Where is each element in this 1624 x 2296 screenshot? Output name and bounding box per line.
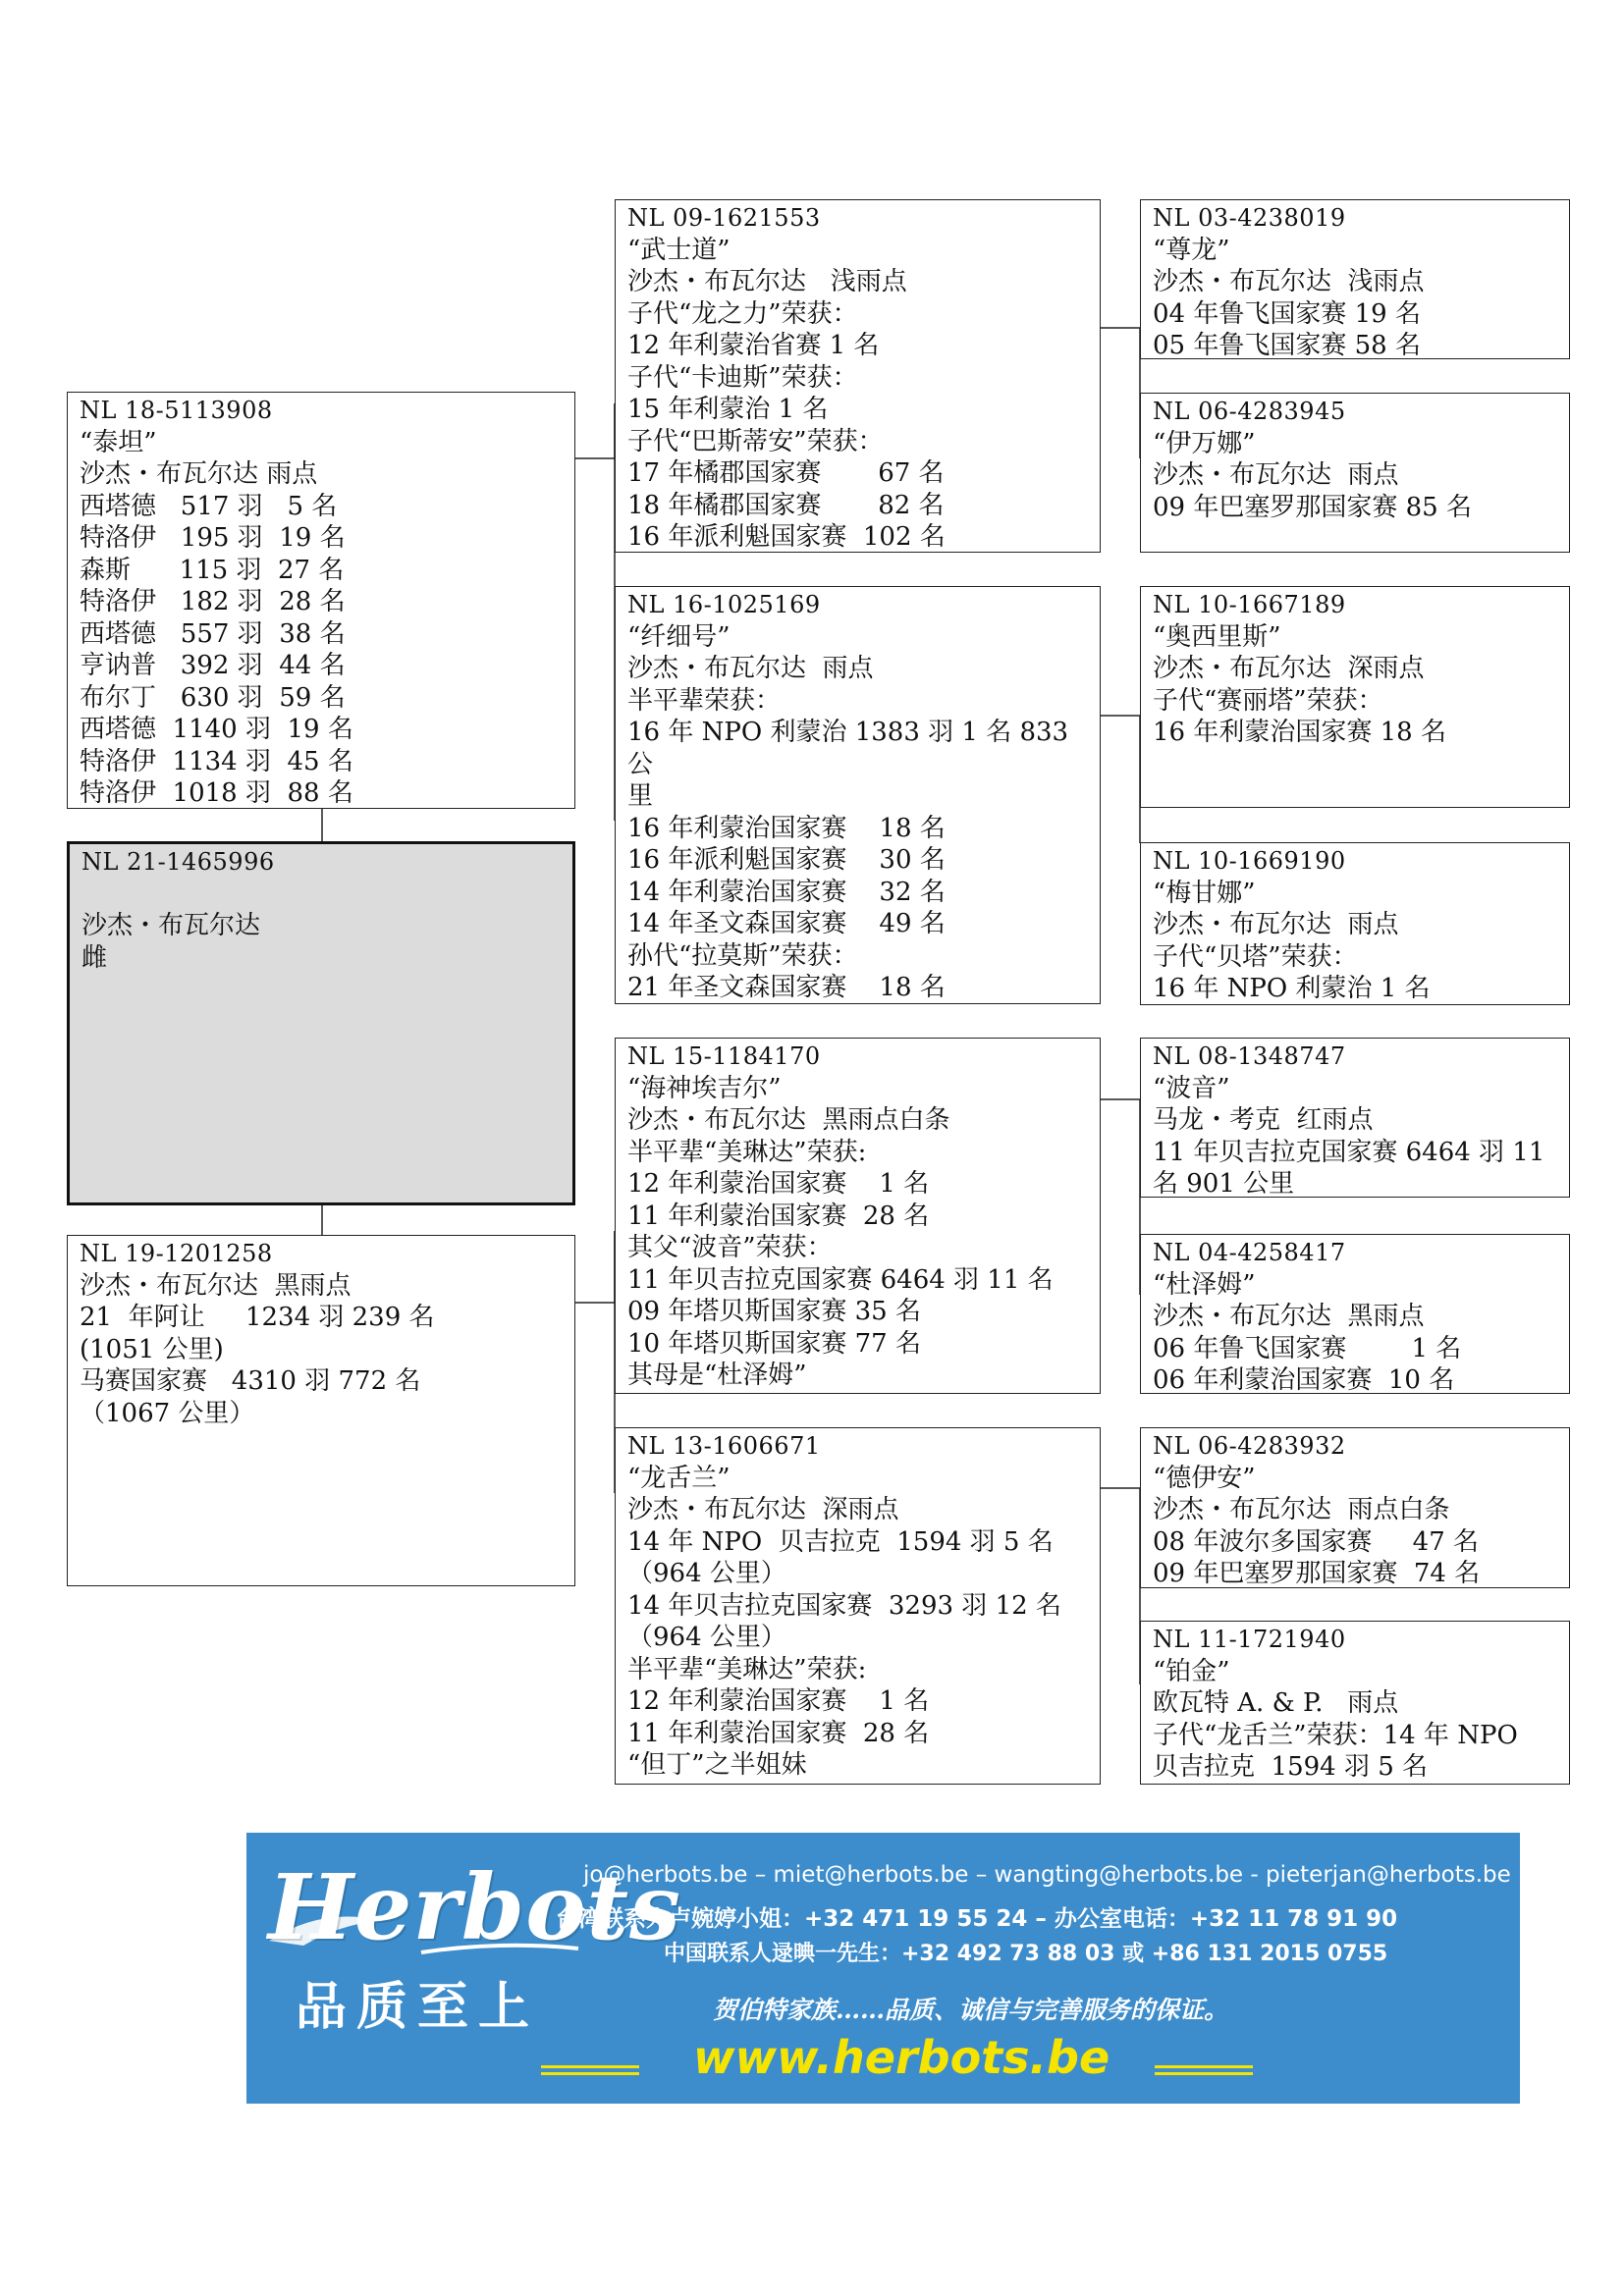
pedigree-line: 09 年塔贝斯国家赛 35 名 bbox=[627, 1297, 921, 1326]
pedigree-line: “铂金” bbox=[1153, 1656, 1230, 1686]
pedigree-line: 沙杰・布瓦尔达 雨点白条 bbox=[1153, 1495, 1450, 1524]
pedigree-line: 子代“巴斯蒂安”荣获： bbox=[627, 426, 884, 456]
pedigree-line: 沙杰・布瓦尔达 雨点 bbox=[1153, 460, 1399, 490]
ring-number: NL 13-1606671 bbox=[627, 1432, 821, 1460]
pedigree-line: 16 年 NPO 利蒙治 1 名 bbox=[1153, 974, 1431, 1003]
great-grandparent-box-2 bbox=[1140, 393, 1570, 553]
ring-number: NL 08-1348747 bbox=[1153, 1042, 1346, 1070]
pedigree-line: 08 年波尔多国家赛 47 名 bbox=[1153, 1526, 1480, 1557]
pedigree-line: “龙舌兰” bbox=[627, 1463, 731, 1493]
pedigree-line: 马赛国家赛 4310 羽 772 名 bbox=[80, 1366, 421, 1396]
taiwan-contact: 台湾联系人卢婉婷小姐：+32 471 19 55 24 – 办公室电话：+32 11 78 91 90 bbox=[556, 1906, 1398, 1932]
pedigree-line: 沙杰・布瓦尔达 雨点 bbox=[627, 654, 874, 683]
pedigree-line: 沙杰・布瓦尔达 黑雨点白条 bbox=[627, 1105, 950, 1135]
ring-number: NL 16-1025169 bbox=[627, 591, 821, 618]
pedigree-line: 子代“卡迪斯”荣获： bbox=[627, 362, 858, 393]
pedigree-line: 12 年利蒙治省赛 1 名 bbox=[627, 331, 880, 360]
herbots-banner bbox=[246, 1833, 1520, 2104]
great-grandparent-box-3 bbox=[1140, 586, 1570, 808]
ring-number: NL 21-1465996 bbox=[81, 848, 275, 876]
pedigree-line: “武士道” bbox=[627, 235, 731, 265]
pedigree-line: 16 年 NPO 利蒙治 1383 羽 1 名 833 公 bbox=[627, 718, 1077, 779]
pedigree-line: 11 年贝吉拉克国家赛 6464 羽 11 名 bbox=[627, 1264, 1054, 1295]
pedigree-line: 沙杰・布瓦尔达 深雨点 bbox=[627, 1495, 899, 1524]
pedigree-line: 11 年利蒙治国家赛 28 名 bbox=[627, 1201, 930, 1231]
pedigree-line: 马龙・考克 红雨点 bbox=[1153, 1105, 1374, 1135]
divider-right bbox=[1155, 2065, 1253, 2068]
great-grandparent-box-1 bbox=[1140, 199, 1570, 359]
pedigree-line: 04 年鲁飞国家赛 19 名 bbox=[1153, 298, 1421, 329]
pedigree-line: “波音” bbox=[1153, 1073, 1230, 1103]
divider-left bbox=[541, 2065, 639, 2068]
pedigree-line: “纤细号” bbox=[627, 621, 731, 652]
pedigree-line: 16 年派利魁国家赛 102 名 bbox=[627, 522, 946, 552]
pedigree-line: 14 年贝吉拉克国家赛 3293 羽 12 名 bbox=[627, 1590, 1061, 1621]
slogan: 品质至上 bbox=[296, 1978, 540, 2037]
pedigree-line: 欧瓦特 A. & P. 雨点 bbox=[1153, 1688, 1399, 1718]
pedigree-line: 沙杰・布瓦尔达 黑雨点 bbox=[80, 1270, 352, 1301]
pedigree-line: 沙杰・布瓦尔达 浅雨点 bbox=[1153, 267, 1425, 296]
pedigree-line: 沙杰・布瓦尔达 浅雨点 bbox=[627, 267, 907, 296]
contact-emails[interactable]: jo@herbots.be – miet@herbots.be – wangting@herbots.be - pieterjan@herbots.be bbox=[583, 1862, 1511, 1888]
pedigree-line: 16 年派利魁国家赛 30 名 bbox=[627, 845, 946, 875]
pedigree-line: 森斯 115 羽 27 名 bbox=[80, 555, 345, 585]
pedigree-line: 亨讷普 392 羽 44 名 bbox=[80, 651, 346, 680]
great-grandparent-box-7 bbox=[1140, 1427, 1570, 1588]
pedigree-line: 孙代“拉莫斯”荣获： bbox=[627, 940, 858, 971]
great-grandparent-box-8 bbox=[1140, 1621, 1570, 1785]
ring-number: NL 06-4283945 bbox=[1153, 398, 1346, 425]
grandparent-box-1 bbox=[615, 199, 1101, 553]
ring-number: NL 18-5113908 bbox=[80, 397, 273, 424]
ring-number: NL 09-1621553 bbox=[627, 204, 821, 232]
pedigree-line: 沙杰・布瓦尔达 雨点 bbox=[80, 459, 318, 489]
pedigree-line: “但丁”之半姐妹 bbox=[627, 1750, 807, 1780]
pedigree-line: 14 年 NPO 贝吉拉克 1594 羽 5 名 bbox=[627, 1526, 1054, 1557]
pedigree-line: 10 年塔贝斯国家赛 77 名 bbox=[627, 1328, 921, 1359]
ring-number: NL 11-1721940 bbox=[1153, 1626, 1346, 1653]
pedigree-line: “海神埃吉尔” bbox=[627, 1073, 782, 1103]
pedigree-line: 名 901 公里 bbox=[1153, 1169, 1295, 1199]
pedigree-line: 特洛伊 182 羽 28 名 bbox=[80, 587, 346, 616]
pedigree-line: 15 年利蒙治 1 名 bbox=[627, 395, 829, 424]
pedigree-line: 里 bbox=[627, 781, 654, 811]
pedigree-line: 05 年鲁飞国家赛 58 名 bbox=[1153, 331, 1421, 360]
pedigree-line: 西塔德 517 羽 5 名 bbox=[80, 491, 338, 521]
pedigree-line: 11 年贝吉拉克国家赛 6464 羽 11 bbox=[1153, 1137, 1545, 1167]
pedigree-line: 06 年利蒙治国家赛 10 名 bbox=[1153, 1365, 1455, 1395]
pedigree-line: 特洛伊 1018 羽 88 名 bbox=[80, 778, 353, 808]
ring-number: NL 03-4238019 bbox=[1153, 204, 1346, 232]
china-contact: 中国联系人逯晪一先生：+32 492 73 88 03 或 +86 131 2015 0755 bbox=[664, 1942, 1388, 1966]
pedigree-line: 14 年圣文森国家赛 49 名 bbox=[627, 909, 946, 938]
pedigree-line: 12 年利蒙治国家赛 1 名 bbox=[627, 1686, 930, 1716]
pedigree-line: “伊万娜” bbox=[1153, 428, 1256, 458]
tagline: 贺伯特家族……品质、诚信与完善服务的保证。 bbox=[713, 1996, 1229, 2024]
pedigree-line: 12 年利蒙治国家赛 1 名 bbox=[627, 1169, 930, 1199]
grandparent-box-4 bbox=[615, 1427, 1101, 1785]
great-grandparent-box-5 bbox=[1140, 1038, 1570, 1198]
ring-number: NL 10-1669190 bbox=[1153, 847, 1346, 875]
pedigree-line: 11 年利蒙治国家赛 28 名 bbox=[627, 1718, 930, 1748]
great-grandparent-box-6 bbox=[1140, 1234, 1570, 1394]
ring-number: NL 06-4283932 bbox=[1153, 1432, 1346, 1460]
pedigree-line: 子代“龙舌兰”荣获：14 年 NPO bbox=[1153, 1720, 1518, 1750]
dam-box bbox=[67, 1235, 575, 1586]
ring-number: NL 15-1184170 bbox=[627, 1042, 821, 1070]
pedigree-line: 西塔德 1140 羽 19 名 bbox=[80, 715, 353, 744]
pedigree-line: 半平辈“美琳达”荣获: bbox=[627, 1137, 867, 1167]
pedigree-line: 特洛伊 195 羽 19 名 bbox=[80, 523, 346, 553]
pedigree-line: 特洛伊 1134 羽 45 名 bbox=[80, 746, 353, 776]
pedigree-line: 西塔德 557 羽 38 名 bbox=[80, 618, 346, 649]
pedigree-line: 17 年橘郡国家赛 67 名 bbox=[627, 458, 945, 488]
pedigree-line: 雌 bbox=[81, 942, 108, 973]
pedigree-line: 06 年鲁飞国家赛 1 名 bbox=[1153, 1333, 1462, 1363]
pedigree-line: 半平辈“美琳达”荣获: bbox=[627, 1654, 867, 1684]
pedigree-line: 沙杰・布瓦尔达 雨点 bbox=[1153, 910, 1399, 939]
pedigree-line bbox=[81, 879, 572, 911]
pedigree-line: “杜泽姆” bbox=[1153, 1269, 1256, 1300]
pedigree-line: 09 年巴塞罗那国家赛 85 名 bbox=[1153, 492, 1472, 522]
pedigree-line: “梅甘娜” bbox=[1153, 878, 1256, 908]
divider-left-2 bbox=[541, 2072, 639, 2075]
pedigree-line: 14 年利蒙治国家赛 32 名 bbox=[627, 877, 946, 907]
pedigree-line: “奥西里斯” bbox=[1153, 621, 1281, 652]
divider-right-2 bbox=[1155, 2072, 1253, 2075]
pedigree-line: 半平辈荣获： bbox=[627, 685, 782, 716]
pedigree-line: “泰坦” bbox=[80, 427, 157, 457]
pedigree-line: “尊龙” bbox=[1153, 235, 1230, 265]
pedigree-line: 布尔丁 630 羽 59 名 bbox=[80, 682, 346, 713]
pedigree-line: 子代“赛丽塔”荣获： bbox=[1153, 685, 1383, 716]
pedigree-line: （964 公里） bbox=[627, 1623, 786, 1652]
pedigree-line: 子代“龙之力”荣获： bbox=[627, 298, 858, 329]
pedigree-line: (1051 公里) bbox=[80, 1334, 224, 1364]
pedigree-line: 沙杰・布瓦尔达 黑雨点 bbox=[1153, 1302, 1425, 1331]
pedigree-line: 沙杰・布瓦尔达 深雨点 bbox=[1153, 654, 1425, 683]
pedigree-line: 16 年利蒙治国家赛 18 名 bbox=[627, 813, 946, 843]
ring-number: NL 10-1667189 bbox=[1153, 591, 1346, 618]
pedigree-line: 其父“波音”荣获： bbox=[627, 1233, 833, 1262]
grandparent-box-3 bbox=[615, 1038, 1101, 1394]
pedigree-line: 16 年利蒙治国家赛 18 名 bbox=[1153, 718, 1446, 747]
pedigree-line: 18 年橘郡国家赛 82 名 bbox=[627, 490, 945, 520]
pedigree-line: 其母是“杜泽姆” bbox=[627, 1361, 807, 1390]
herbots-logo: Herbots bbox=[268, 1854, 681, 1960]
pedigree-line: 子代“贝塔”荣获： bbox=[1153, 941, 1358, 972]
pedigree-line: （964 公里） bbox=[627, 1559, 786, 1588]
pedigree-line: 21 年圣文森国家赛 18 名 bbox=[627, 973, 946, 1002]
pedigree-line: 贝吉拉克 1594 羽 5 名 bbox=[1153, 1752, 1429, 1782]
ring-number: NL 04-4258417 bbox=[1153, 1239, 1346, 1266]
grandparent-box-2 bbox=[615, 586, 1101, 1004]
pedigree-line: 21 年阿让 1234 羽 239 名 bbox=[80, 1303, 435, 1332]
pedigree-line: 沙杰・布瓦尔达 bbox=[81, 911, 261, 940]
subject-box bbox=[67, 841, 575, 1205]
website-link[interactable]: www.herbots.be bbox=[693, 2031, 1110, 2084]
ring-number: NL 19-1201258 bbox=[80, 1240, 273, 1267]
sire-box bbox=[67, 392, 575, 809]
pedigree-line: （1067 公里） bbox=[80, 1398, 255, 1428]
great-grandparent-box-4 bbox=[1140, 842, 1570, 1005]
pedigree-line: 09 年巴塞罗那国家赛 74 名 bbox=[1153, 1559, 1481, 1588]
pedigree-line: “德伊安” bbox=[1153, 1463, 1256, 1493]
